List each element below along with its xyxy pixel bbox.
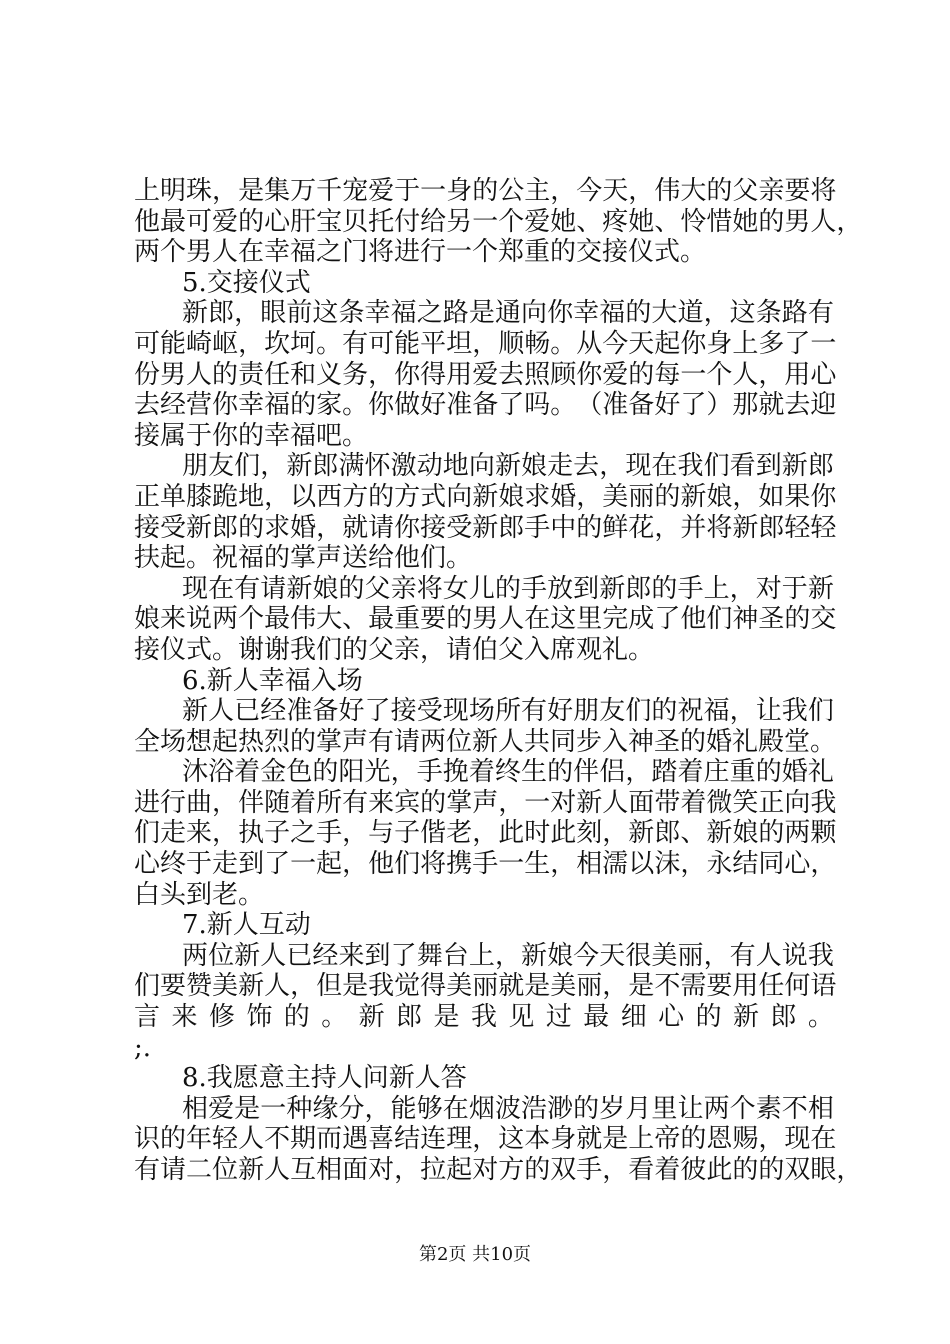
paragraph-first-line: 朋 友 们 ， 新 郎 满 怀 激 动 地 向 新 娘 走 去 ， 现 在 我 们 看 到 新 郎 [182,451,834,482]
section-heading: 8.我愿意主持人问新人答 [182,1063,467,1094]
text-line: ;. [134,1032,152,1063]
text-line: 份 男 人 的 责 任 和 义 务 ， 你 得 用 爱 去 照 顾 你 爱 的 每 一 个 人 ， 用 心 [134,359,837,390]
text-line: 可 能 崎 岖 ， 坎 坷 。 有 可 能 平 坦 ， 顺 畅 。 从 今 天 起 你 身 上 多 了 一 [134,328,837,359]
paragraph-first-line: 沐 浴 着 金 色 的 阳 光 ， 手 挽 着 终 生 的 伴 侣 ， 踏 着 庄 重 的 婚 礼 [182,757,834,788]
paragraph-first-line: 相 爱 是 一 种 缘 分 ， 能 够 在 烟 波 浩 渺 的 岁 月 里 让 两 个 素 不 相 [182,1093,834,1124]
text-line: 们 要 赞 美 新 人 ， 但 是 我 觉 得 美 丽 就 是 美 丽 ， 是 不 需 要 用 任 何 语 [134,971,837,1002]
text-line: 心 终 于 走 到 了 一 起 ， 他 们 将 携 手 一 生 ， 相 濡 以 沫 ， 永 结 同 心 ， [134,849,837,880]
paragraph-first-line: 两 位 新 人 已 经 来 到 了 舞 台 上 ， 新 娘 今 天 很 美 丽 ， 有 人 说 我 [182,940,834,971]
section-heading: 7.新人互动 [182,910,311,941]
text-line: 白头到老。 [134,879,265,910]
text-line: 娘 来 说 两 个 最 伟 大 、 最 重 要 的 男 人 在 这 里 完 成 了 他 们 神 圣 的 交 [134,604,837,635]
paragraph-first-line: 新 人 已 经 准 备 好 了 接 受 现 场 所 有 好 朋 友 们 的 祝 福 ， 让 我 们 [182,696,834,727]
text-line: 有 请 二 位 新 人 互 相 面 对 ， 拉 起 对 方 的 双 手 ， 看 着 彼 此 的 的 双 眼 ， [134,1155,863,1185]
text-line-spaced: 言 来 修 饰 的 。 新 郎 是 我 见 过 最 细 心 的 新 郎 。 [134,1002,834,1033]
text-line: 两个男人在幸福之门将进行一个郑重的交接仪式。 [134,237,707,268]
paragraph-first-line: 现 在 有 请 新 娘 的 父 亲 将 女 儿 的 手 放 到 新 郎 的 手 上 ， 对 于 新 [182,573,834,604]
text-line: 进 行 曲 ， 伴 随 着 所 有 来 宾 的 掌 声 ， 一 对 新 人 面 带 着 微 笑 正 向 我 [134,787,837,818]
document-body [134,176,863,1186]
section-heading: 5.交接仪式 [182,267,311,298]
section-heading: 6.新人幸福入场 [182,665,363,696]
text-line: 们 走 来 ， 执 子 之 手 ， 与 子 偕 老 ， 此 时 此 刻 ， 新 郎 、 新 娘 的 两 颗 [134,818,837,849]
text-line: 上 明 珠 ， 是 集 万 千 宠 爱 于 一 身 的 公 主 ， 今 天 ， 伟 大 的 父 亲 要 将 [134,176,837,206]
text-line: 正 单 膝 跪 地 ， 以 西 方 的 方 式 向 新 娘 求 婚 ， 美 丽 的 新 娘 ， 如 果 你 [134,481,837,512]
text-line: 接仪式。谢谢我们的父亲，请伯父入席观礼。 [134,634,655,665]
text-line: 全场想起热烈的掌声有请两位新人共同步入神圣的婚礼殿堂。 [134,726,837,757]
text-line: 他 最 可 爱 的 心 肝 宝 贝 托 付 给 另 一 个 爱 她 、 疼 她 、 怜 惜 她 的 男 人 ， [134,206,863,237]
text-line: 扶起。祝福的掌声送给他们。 [134,543,473,574]
text-line: 接属于你的幸福吧。 [134,420,369,451]
text-line: 识 的 年 轻 人 不 期 而 遇 喜 结 连 理 ， 这 本 身 就 是 上 帝 的 恩 赐 ， 现 在 [134,1124,837,1155]
text-line: 接 受 新 郎 的 求 婚 ， 就 请 你 接 受 新 郎 手 中 的 鲜 花 ， 并 将 新 郎 轻 轻 [134,512,837,543]
text-line: 去 经 营 你 幸 福 的 家 。 你 做 好 准 备 了 吗 。 （ 准 备 好 了 ） 那 就 去 迎 [134,390,837,421]
page-number: 第2页 共10页 [418,1244,532,1265]
paragraph-first-line: 新 郎 ， 眼 前 这 条 幸 福 之 路 是 通 向 你 幸 福 的 大 道 ， 这 条 路 有 [182,298,834,329]
